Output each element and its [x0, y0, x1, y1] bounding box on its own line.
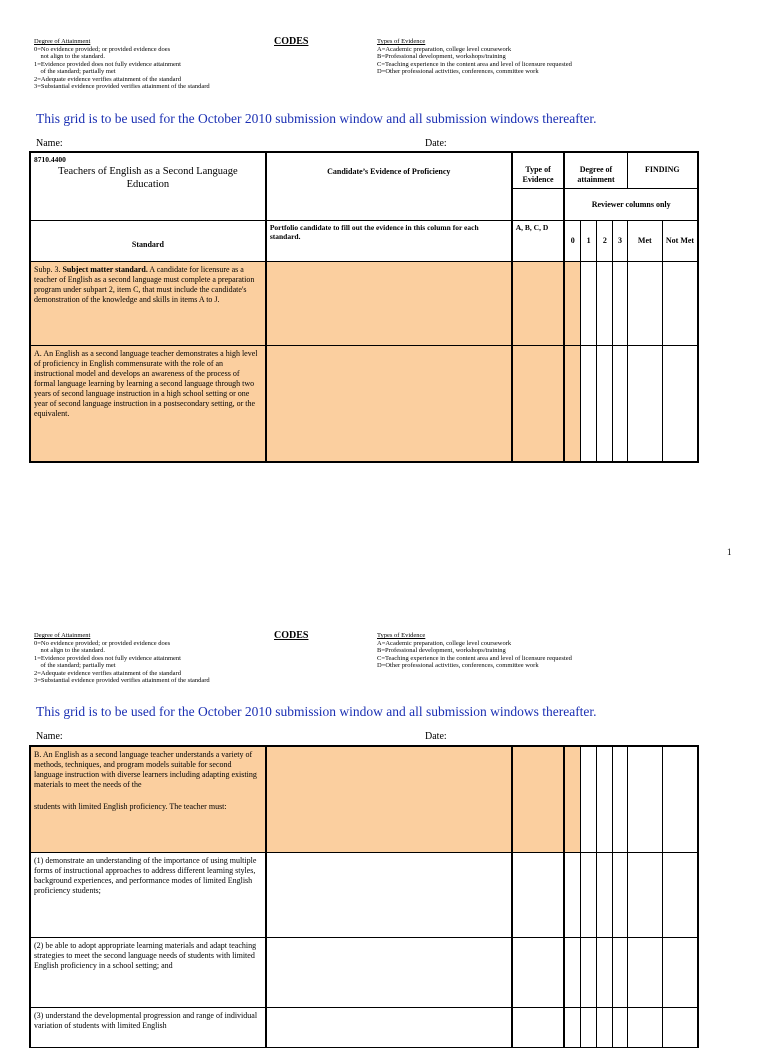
met-cell[interactable] [627, 345, 662, 462]
evidence-input[interactable] [266, 261, 512, 345]
types-title: Types of Evidence [377, 632, 426, 639]
type-input[interactable] [512, 261, 565, 345]
not-met-cell[interactable] [663, 852, 698, 937]
degree-2-cell[interactable] [597, 1007, 613, 1047]
type-line: C=Teaching experience in the content area and level of licensure requested [377, 60, 572, 68]
degree-1-cell[interactable] [581, 746, 597, 852]
evidence-input[interactable] [266, 937, 512, 1007]
not-met-cell[interactable] [663, 746, 698, 852]
degree-2-cell[interactable] [597, 261, 613, 345]
evidence-input[interactable] [266, 746, 512, 852]
degree-line: 3=Substantial evidence provided verifies attainment of the standard [34, 677, 210, 684]
table-row [30, 261, 698, 345]
types-of-evidence-block [377, 632, 697, 670]
degree-codes-block [34, 38, 274, 91]
title-cell [30, 152, 266, 220]
degree-0-cell[interactable] [564, 746, 580, 852]
degree-3-cell[interactable] [613, 937, 627, 1007]
table-row [30, 852, 698, 937]
type-input[interactable] [512, 1007, 565, 1047]
degree-header: Degree of attainment [564, 152, 627, 188]
degree-2-cell[interactable] [597, 937, 613, 1007]
codes-title: CODES [274, 630, 309, 641]
degree-1-cell[interactable] [581, 1007, 597, 1047]
submission-headline: This grid is to be used for the October 2010 submission window and all submission windows thereafter. [36, 111, 597, 126]
degree-line: not align to the standard. [34, 53, 105, 60]
rule-number: 8710.4400 [34, 155, 66, 164]
degree-3-cell[interactable] [613, 852, 627, 937]
degree-line: 3=Substantial evidence provided verifies attainment of the standard [34, 83, 210, 90]
degree-line: of the standard; partially met [34, 662, 116, 669]
type-line: B=Professional development, workshops/training [377, 647, 506, 654]
degree-title: Degree of Attainment [34, 38, 91, 45]
type-line: C=Teaching experience in the content area and level of licensure requested [377, 654, 572, 662]
types-title: Types of Evidence [377, 38, 426, 45]
degree-0-cell[interactable] [564, 261, 580, 345]
not-met-cell[interactable] [663, 261, 698, 345]
type-line: A=Academic preparation, college level coursework [377, 45, 512, 53]
degree-3: 3 [613, 220, 627, 261]
table-row [30, 937, 698, 1007]
degree-3-cell[interactable] [613, 746, 627, 852]
degree-2-cell[interactable] [597, 345, 613, 462]
degree-0-cell[interactable] [564, 345, 580, 462]
standard-cell: A. An English as a second language teacher demonstrates a high level of proficiency in English commensurate with the role of an instructional model and develops an awareness of the process of formal language learning by learning a second language through two years of second language instruction in a high school setting or one year of second language instruction in a postsecondary setting, or the equivalent. [30, 345, 266, 462]
degree-line: of the standard; partially met [34, 68, 116, 75]
type-line: B=Professional development, workshops/training [377, 53, 506, 60]
standard-header: Standard [30, 220, 266, 261]
standard-cell: (2) be able to adopt appropriate learning materials and adapt teaching strategies to meet the second language needs of students with limited English proficiency in a school setting; and [30, 937, 266, 1007]
date-label: Date: [425, 731, 447, 742]
not-met-cell[interactable] [663, 937, 698, 1007]
met-cell[interactable] [627, 937, 662, 1007]
type-input[interactable] [512, 937, 565, 1007]
degree-1-cell[interactable] [581, 852, 597, 937]
degree-line: 0=No evidence provided; or provided evidence does [34, 45, 171, 53]
standards-grid-page1 [29, 151, 699, 463]
degree-line: not align to the standard. [34, 647, 105, 654]
degree-line: 0=No evidence provided; or provided evidence does [34, 639, 171, 647]
standard-cell [30, 261, 266, 345]
not-met-header: Not Met [663, 220, 698, 261]
type-line: D=Other professional activities, conferences, committee work [377, 68, 539, 75]
evidence-input[interactable] [266, 345, 512, 462]
item-b-part2: students with limited English proficiency. The teacher must: [34, 802, 227, 811]
degree-2-cell[interactable] [597, 852, 613, 937]
degree-0-cell[interactable] [564, 937, 580, 1007]
degree-1-cell[interactable] [581, 261, 597, 345]
met-cell[interactable] [627, 746, 662, 852]
degree-0-cell[interactable] [564, 1007, 580, 1047]
date-label: Date: [425, 138, 447, 149]
type-subheader-blank [512, 188, 565, 220]
met-cell[interactable] [627, 261, 662, 345]
portfolio-note: Portfolio candidate to fill out the evidence in this column for each standard. [266, 220, 512, 261]
table-row [30, 1007, 698, 1047]
page-number: 1 [727, 547, 732, 557]
standard-cell [30, 746, 266, 852]
degree-1-cell[interactable] [581, 937, 597, 1007]
type-line: D=Other professional activities, conferences, committee work [377, 662, 539, 669]
codes-title: CODES [274, 36, 309, 47]
not-met-cell[interactable] [663, 345, 698, 462]
type-input[interactable] [512, 345, 565, 462]
type-input[interactable] [512, 746, 565, 852]
table-row [30, 345, 698, 462]
met-header: Met [627, 220, 662, 261]
not-met-cell[interactable] [663, 1007, 698, 1047]
subp-bold: Subject matter standard. [62, 264, 148, 274]
degree-codes-block [34, 632, 274, 685]
finding-header: FINDING [627, 152, 698, 188]
name-label: Name: [36, 731, 63, 742]
degree-line: 2=Adequate evidence verifies attainment of the standard [34, 75, 181, 83]
degree-3-cell[interactable] [613, 345, 627, 462]
type-input[interactable] [512, 852, 565, 937]
degree-3-cell[interactable] [613, 261, 627, 345]
type-codes: A, B, C, D [512, 220, 565, 261]
degree-line: 1=Evidence provided does not fully evidence attainment [34, 60, 181, 68]
type-line: A=Academic preparation, college level coursework [377, 639, 512, 647]
evidence-header: Candidate’s Evidence of Proficiency [266, 152, 512, 220]
submission-headline: This grid is to be used for the October 2010 submission window and all submission windows thereafter. [36, 704, 597, 719]
grid-title: Teachers of English as a Second Language Education [58, 166, 238, 190]
degree-line: 2=Adequate evidence verifies attainment of the standard [34, 669, 181, 677]
reviewer-note: Reviewer columns only [564, 188, 698, 220]
degree-line: 1=Evidence provided does not fully evidence attainment [34, 654, 181, 662]
standards-grid-page2 [29, 745, 699, 1048]
evidence-input[interactable] [266, 852, 512, 937]
degree-3-cell[interactable] [613, 1007, 627, 1047]
met-cell[interactable] [627, 852, 662, 937]
degree-1: 1 [581, 220, 597, 261]
subp-text: A candidate for licensure as a teacher of English as a second language must complete a preparation program under subpart 2, item C, that must include the candidate's demonstration of the knowledge and skills in items A to J. [34, 264, 255, 304]
types-of-evidence-block [377, 38, 697, 76]
degree-0: 0 [564, 220, 580, 261]
table-row [30, 746, 698, 852]
degree-1-cell[interactable] [581, 345, 597, 462]
degree-2-cell[interactable] [597, 746, 613, 852]
met-cell[interactable] [627, 1007, 662, 1047]
degree-2: 2 [597, 220, 613, 261]
degree-title: Degree of Attainment [34, 632, 91, 639]
subp-label: Subp. 3. [34, 264, 61, 274]
type-header: Type of Evidence [512, 152, 565, 188]
evidence-input[interactable] [266, 1007, 512, 1047]
name-label: Name: [36, 138, 63, 149]
standard-cell: (3) understand the developmental progression and range of individual variation of students with limited English [30, 1007, 266, 1047]
item-b-part1: B. An English as a second language teacher understands a variety of methods, techniques, and program models suitable for second language instruction with diverse learners including adapting existing materials to meet the needs of the [34, 750, 257, 789]
standard-cell: (1) demonstrate an understanding of the importance of using multiple forms of instructional approaches to address different learning styles, background experiences, and performance modes of limited English proficiency students; [30, 852, 266, 937]
degree-0-cell[interactable] [564, 852, 580, 937]
